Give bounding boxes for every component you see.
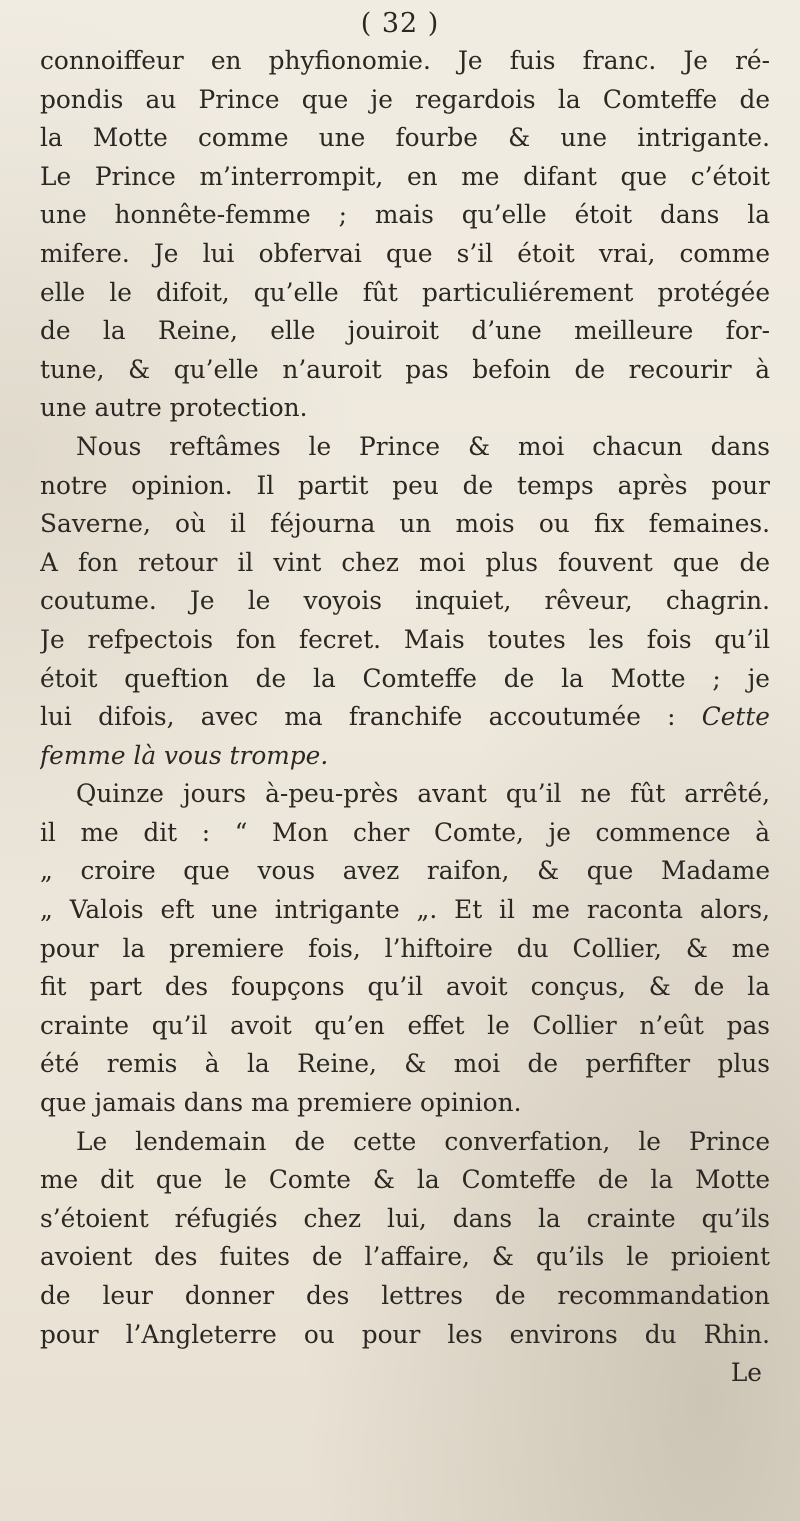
paragraph-start-line: Nous reftâmes le Prince & moi chacun dans — [76, 431, 770, 461]
text-line: elle le difoit, qu’elle fût particuliérement protégée — [40, 277, 770, 307]
body-text — [40, 42, 770, 1393]
text-line: avoient des fuites de l’affaire, & qu’ils le prioient — [40, 1242, 770, 1272]
text-line: tune, & qu’elle n’auroit pas befoin de recourir à — [40, 354, 770, 384]
quoted-line: „ Valois eft une intrigante „. Et il me raconta alors, — [40, 895, 770, 925]
text-segment: lui difois, avec ma franchife accoutumée : — [40, 702, 702, 732]
text-line: que jamais dans ma premiere opinion. — [40, 1088, 522, 1118]
paragraph-start-line: Quinze jours à-peu-près avant qu’il ne fût arrêté, — [76, 779, 770, 809]
text-line: de la Reine, elle jouiroit d’une meilleure for- — [40, 316, 770, 346]
text-line: A fon retour il vint chez moi plus fouvent que de — [40, 547, 770, 577]
text-line: fit part des foupçons qu’il avoit conçus, & de la — [40, 972, 770, 1002]
text-line: il me dit : “ Mon cher Comte, je commence à — [40, 817, 770, 847]
text-line: été remis à la Reine, & moi de perfifter plus — [40, 1049, 770, 1079]
text-line: Je refpectois fon fecret. Mais toutes les fois qu’il — [40, 624, 770, 654]
text-line: une honnête-femme ; mais qu’elle étoit dans la — [40, 200, 770, 230]
text-line: s’étoient réfugiés chez lui, dans la crainte qu’ils — [40, 1203, 770, 1233]
italic-segment: Cette — [701, 702, 770, 732]
paragraph-start-line: Le lendemain de cette converfation, le Prince — [76, 1126, 770, 1156]
text-line: étoit queftion de la Comteffe de la Motte ; je — [40, 663, 770, 693]
text-line: pour la premiere fois, l’hiftoire du Collier, & me — [40, 933, 770, 963]
text-line: coutume. Je le voyois inquiet, rêveur, chagrin. — [40, 586, 770, 616]
text-line-with-italic — [40, 698, 770, 737]
text-line: Saverne, où il féjourna un mois ou fix femaines. — [40, 509, 770, 539]
text-line: notre opinion. Il partit peu de temps après pour — [40, 470, 770, 500]
text-line: Le Prince m’interrompit, en me difant que c’étoit — [40, 161, 770, 191]
text-line: la Motte comme une fourbe & une intrigante. — [40, 123, 770, 153]
text-line: une autre protection. — [40, 393, 308, 423]
text-line: me dit que le Comte & la Comteffe de la Motte — [40, 1165, 770, 1195]
italic-line: femme là vous trompe. — [40, 740, 329, 770]
page-number: ( 32 ) — [360, 8, 440, 39]
text-line: mifere. Je lui obfervai que s’il étoit vrai, comme — [40, 238, 770, 268]
catchword: Le — [730, 1358, 762, 1388]
text-line: connoiffeur en phyfionomie. Je fuis franc. Je ré- — [40, 46, 770, 75]
text-line: pour l’Angleterre ou pour les environs du Rhin. — [40, 1319, 770, 1349]
quoted-line: „ croire que vous avez raifon, & que Madame — [40, 856, 770, 886]
text-line: crainte qu’il avoit qu’en effet le Collier n’eût pas — [40, 1010, 770, 1040]
text-line: de leur donner des lettres de recommandation — [40, 1281, 770, 1310]
text-line: pondis au Prince que je regardois la Comteffe de — [40, 84, 770, 114]
